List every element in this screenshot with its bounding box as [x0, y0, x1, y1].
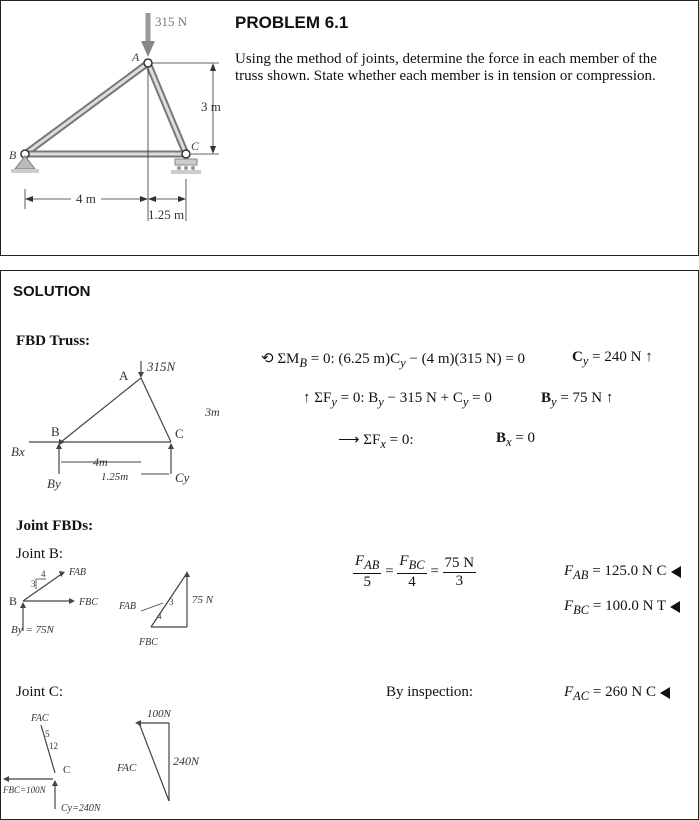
fx-equation: ⟶ $\Sigma F_x = 0$: [338, 432, 414, 451]
joint-c-fac: FAC [31, 713, 49, 724]
sketch1-c: C [175, 426, 184, 441]
problem-statement: Using the method of joints, determine the force in each member of the truss shown. State whether each member is in tension or compression. [235, 51, 657, 84]
up-arrow-icon: ↑ [602, 390, 614, 406]
joint-b-fab: FAB [69, 567, 87, 578]
joint-b-poly-75: 75 N [192, 594, 214, 606]
joint-b-poly-3: 3 [169, 597, 174, 607]
ratio-fbc: $\frac{F_{BC}}{4}$ [399, 553, 425, 590]
joint-c-label: Joint C: [16, 684, 64, 700]
joint-b-slope3: 3 [31, 579, 36, 589]
sketch1-load: 315N [147, 359, 176, 374]
ratio-equals-2: = [430, 563, 439, 580]
joint-c-fbc: FBC=100N [3, 785, 46, 795]
fbd-truss-label: FBD Truss: [16, 333, 91, 349]
right-arrow-icon: ⟶ [338, 432, 364, 448]
joint-b-sketch [1, 561, 231, 661]
figure-load-label: 315 N [155, 14, 188, 29]
joint-c-cy: Cy=240N [61, 803, 101, 814]
joint-fbds-label: Joint FBDs: [16, 518, 94, 534]
joint-b-label: Joint B: [16, 546, 64, 562]
ratio-equation [353, 553, 476, 591]
sketch1-b: B [51, 424, 60, 439]
joint-b-b: B [9, 594, 18, 608]
sketch1-by: By [47, 476, 61, 491]
answer-marker-icon [671, 566, 681, 578]
figure-height-label: 3 m [201, 99, 221, 114]
joint-c-poly-fac: FAC [117, 762, 137, 774]
joint-b-poly-fbc: FBC [139, 637, 158, 648]
joint-b-fbc: FBC [79, 597, 98, 608]
figure-joint-b: B [9, 148, 17, 162]
figure-span-c-label: 1.25 m [148, 207, 185, 222]
fab-result: $F_{AB} = 125.0$ N C [564, 563, 681, 583]
ratio-equals-1: = [385, 563, 394, 580]
figure-joint-a: A [132, 50, 140, 64]
fac-result: $F_{AC} = 260$ N C [564, 684, 670, 704]
problem-title: PROBLEM 6.1 [235, 13, 349, 32]
solution-heading: SOLUTION [13, 283, 91, 300]
sketch1-bx: Bx [11, 444, 25, 459]
sketch1-len1: 4m [93, 455, 108, 469]
figure-span-bc-label: 4 m [76, 191, 96, 206]
joint-c-five: 5 [45, 729, 50, 739]
cy-result: $C_y = 240$ N ↑ [572, 349, 653, 368]
sketch1-len2: 1.25m [101, 471, 129, 483]
sketch1-cy: Cy [175, 470, 190, 485]
joint-c-sketch [1, 701, 241, 816]
by-result: $B_y = 75$ N ↑ [541, 390, 614, 409]
joint-b-poly-4: 4 [157, 611, 162, 621]
joint-c-twelve: 12 [49, 741, 58, 751]
by-inspection: By inspection: [386, 684, 474, 700]
joint-b-slope4: 4 [41, 569, 46, 579]
up-arrow-icon: ↑ [303, 390, 315, 406]
problem-panel [0, 0, 699, 256]
joint-b-by: By = 75N [11, 624, 54, 636]
solution-panel [0, 270, 699, 820]
answer-marker-icon [660, 687, 670, 699]
answer-marker-icon [670, 601, 680, 613]
sketch1-height: 3m [205, 405, 220, 419]
joint-c-poly-240: 240N [173, 754, 200, 768]
moment-equation: ⟲ $\Sigma M_B = 0$: (6.25 $m)C_y - (4$ m)(315 N) = 0 [261, 351, 526, 370]
fbd-truss-sketch [1, 356, 261, 496]
joint-c-hundred: 100N [147, 708, 171, 720]
fbc-result: $F_{BC} = 100.0$ N T [564, 598, 680, 618]
truss-figure [1, 1, 231, 241]
joint-c-c: C [63, 764, 71, 776]
fy-equation: ↑ $\Sigma F_y = 0$: $B_y - 315$ $N + C_y = 0$ [303, 390, 492, 409]
joint-b-poly-fab: FAB [119, 601, 137, 612]
up-arrow-icon: ↑ [641, 349, 653, 365]
figure-joint-c: C [191, 139, 200, 153]
ratio-load: $\frac{75 N}{3}$ [444, 554, 475, 589]
ratio-fab: $\frac{F_{AB}}{5}$ [355, 553, 380, 590]
ccw-arrow-icon: ⟲ [261, 351, 278, 367]
sketch1-a: A [119, 368, 129, 383]
bx-result: $B_x = 0$ [496, 430, 536, 449]
